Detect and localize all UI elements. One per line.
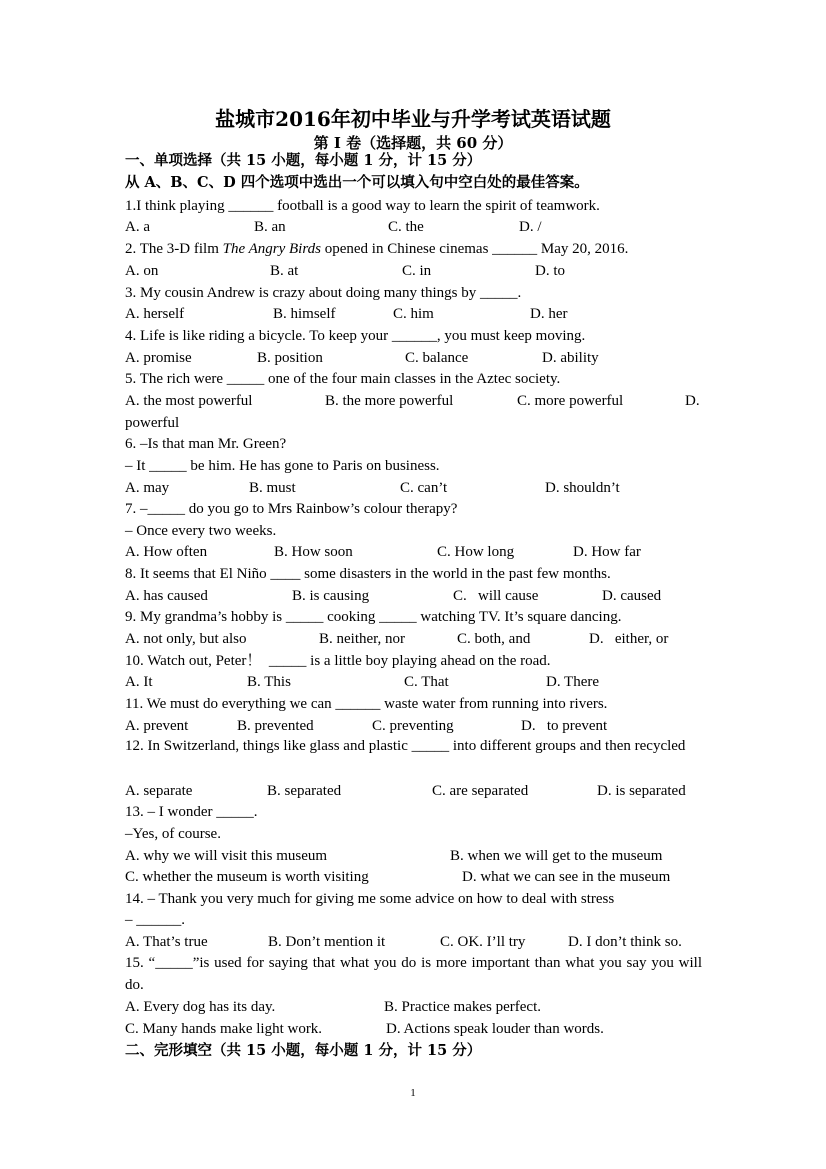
q13-stem: 13. – I wonder _____. <box>125 804 258 820</box>
q10-option-c: C. That <box>404 674 449 690</box>
q4-option-a: A. promise <box>125 350 192 366</box>
q7-option-c: C. How long <box>437 544 515 560</box>
q12-option-d: D. is separated <box>597 783 686 799</box>
q7-option-b: B. How soon <box>274 544 353 560</box>
q6-option-a: A. may <box>125 480 170 496</box>
q15-option-a: A. Every dog has its day. <box>125 999 276 1015</box>
q1-option-d: D. / <box>519 219 542 235</box>
q6-option-c: C. can’t <box>400 480 448 496</box>
q1-option-b: B. an <box>254 219 286 235</box>
q11-option-a: A. prevent <box>125 718 189 734</box>
q3-option-c: C. him <box>393 306 434 322</box>
q3-option-d: D. her <box>530 306 568 322</box>
q14-option-c: C. OK. I’ll try <box>440 934 526 950</box>
q4-stem: 4. Life is like riding a bicycle. To keep your ______, you must keep moving. <box>125 328 586 344</box>
q12-option-b: B. separated <box>267 783 342 799</box>
q9-stem: 9. My grandma’s hobby is _____ cooking _____ watching TV. It’s square dancing. <box>125 609 622 625</box>
section1-instruction: 从 A、B、C、D 四个选项中选出一个可以填入句中空白处的最佳答案。 <box>125 174 589 191</box>
q11-option-d: D. to prevent <box>521 718 608 734</box>
q6-option-b: B. must <box>249 480 296 496</box>
q10-option-a: A. It <box>125 674 153 690</box>
q10-option-d: D. There <box>546 674 600 690</box>
q11-option-b: B. prevented <box>237 718 314 734</box>
q9-option-c: C. both, and <box>457 631 531 647</box>
q3-option-a: A. herself <box>125 306 185 322</box>
q5-option-b: B. the more powerful <box>325 393 454 409</box>
q10-option-b: B. This <box>247 674 291 690</box>
q2-stem-pre: 2. The 3-D film <box>125 241 223 257</box>
q8-option-d: D. caused <box>602 588 662 604</box>
q1-stem: 1.I think playing ______ football is a good way to learn the spirit of teamwork. <box>125 198 600 214</box>
page-number: 1 <box>410 1087 416 1099</box>
q14-option-a: A. That’s true <box>125 934 208 950</box>
q11-stem: 11. We must do everything we can ______ waste water from running into rivers. <box>125 696 608 712</box>
q4-option-b: B. position <box>257 350 323 366</box>
q11-option-c: C. preventing <box>372 718 454 734</box>
q1-option-a: A. a <box>125 219 150 235</box>
q2-stem <box>125 240 628 258</box>
q9-option-d: D. either, or <box>589 631 669 647</box>
q12-option-c: C. are separated <box>432 783 529 799</box>
q1-option-c: C. the <box>388 219 424 235</box>
section2-heading: 二、完形填空（共 15 小题，每小题 1 分，计 15 分） <box>125 1042 482 1059</box>
q6-stem: 6. –Is that man Mr. Green? <box>125 436 287 452</box>
q7-stem-reply: – Once every two weeks. <box>125 523 277 539</box>
section1-heading: 一、单项选择（共 15 小题，每小题 1 分，计 15 分） <box>125 152 482 169</box>
q2-stem-post: opened in Chinese cinemas ______ May 20, 2016. <box>320 241 629 257</box>
q14-stem: 14. – Thank you very much for giving me some advice on how to deal with stress <box>125 891 615 907</box>
q13-option-d: D. what we can see in the museum <box>462 869 671 885</box>
q14-stem-reply: – ______. <box>125 912 185 928</box>
q7-option-a: A. How often <box>125 544 208 560</box>
q2-option-c: C. in <box>402 263 432 279</box>
q5-option-d-continued: powerful <box>125 415 180 431</box>
q5-option-c: C. more powerful <box>517 393 624 409</box>
q6-option-d: D. shouldn’t <box>545 480 620 496</box>
q13-stem-reply: –Yes, of course. <box>125 826 221 842</box>
q4-option-c: C. balance <box>405 350 469 366</box>
q15-stem: 15. “_____”is used for saying that what you do is more important than what you say you will do. <box>125 955 702 993</box>
q9-option-a: A. not only, but also <box>125 631 247 647</box>
q12-stem: 12. In Switzerland, things like glass and plastic _____ into different groups and then recycled <box>125 738 686 754</box>
q4-option-d: D. ability <box>542 350 599 366</box>
q13-option-a: A. why we will visit this museum <box>125 848 328 864</box>
q8-option-a: A. has caused <box>125 588 208 604</box>
paper-subtitle: 第 I 卷（选择题，共 60 分） <box>313 134 513 152</box>
q3-option-b: B. himself <box>273 306 336 322</box>
q2-option-d: D. to <box>535 263 565 279</box>
q7-stem: 7. –_____ do you go to Mrs Rainbow’s colour therapy? <box>125 501 458 517</box>
q13-option-b: B. when we will get to the museum <box>450 848 663 864</box>
q8-stem: 8. It seems that El Niño ____ some disasters in the world in the past few months. <box>125 566 611 582</box>
q15-option-b: B. Practice makes perfect. <box>384 999 542 1015</box>
q15-option-c: C. Many hands make light work. <box>125 1021 323 1037</box>
q5-stem: 5. The rich were _____ one of the four main classes in the Aztec society. <box>125 371 561 387</box>
q6-stem-reply: – It _____ be him. He has gone to Paris on business. <box>125 458 440 474</box>
exam-title: 盐城市2016年初中毕业与升学考试英语试题 <box>215 107 611 131</box>
q13-option-c: C. whether the museum is worth visiting <box>125 869 369 885</box>
q10-stem: 10. Watch out, Peter！ _____ is a little boy playing ahead on the road. <box>125 653 551 669</box>
q8-option-c: C. will cause <box>453 588 539 604</box>
q14-option-b: B. Don’t mention it <box>268 934 386 950</box>
q2-option-b: B. at <box>270 263 299 279</box>
q3-stem: 3. My cousin Andrew is crazy about doing many things by _____. <box>125 285 522 301</box>
q12-option-a: A. separate <box>125 783 193 799</box>
q2-option-a: A. on <box>125 263 159 279</box>
q7-option-d: D. How far <box>573 544 641 560</box>
q8-option-b: B. is causing <box>292 588 370 604</box>
q15-option-d: D. Actions speak louder than words. <box>386 1021 604 1037</box>
q5-option-a: A. the most powerful <box>125 393 253 409</box>
q14-option-d: D. I don’t think so. <box>568 934 682 950</box>
q5-option-d: D. <box>685 393 700 409</box>
q9-option-b: B. neither, nor <box>319 631 406 647</box>
q2-film-title: The Angry Birds <box>222 241 321 257</box>
